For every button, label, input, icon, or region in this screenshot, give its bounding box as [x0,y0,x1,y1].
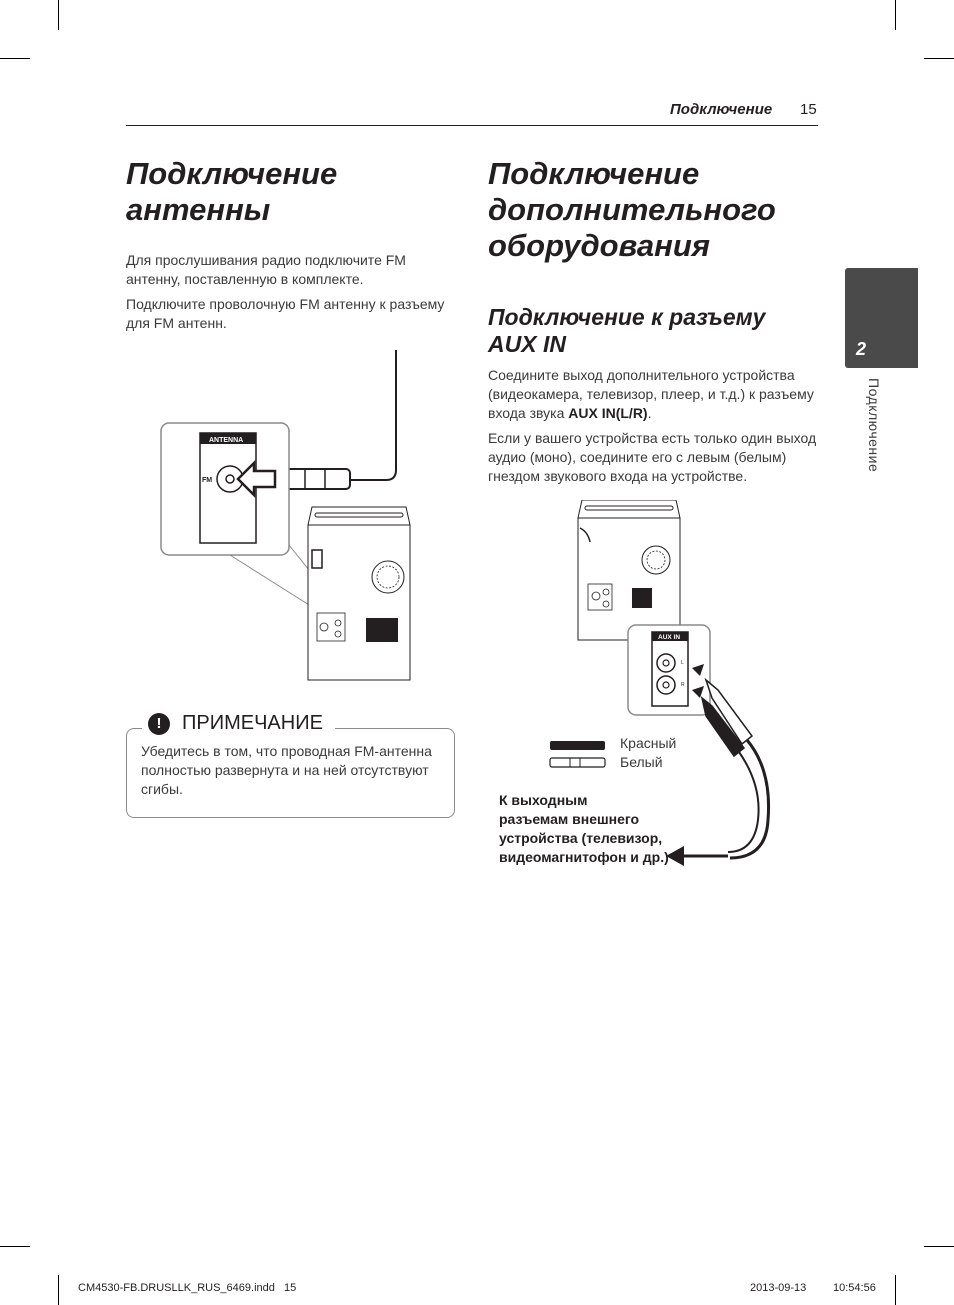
left-paragraph: Подключите проволочную FM антенну к разъему для FM антенн. [126,296,445,331]
antenna-panel-label: ANTENNA [209,437,244,444]
crop-mark [58,0,59,30]
unit-rear-panel [308,525,410,680]
crop-mark [924,1246,954,1247]
antenna-wire [350,350,396,480]
left-title-line: Подключение [126,156,338,191]
note-text: Убедитесь в том, что проводная FM-антенна полностью развернута и на ней отсутствуют сгибы. [141,743,432,797]
unit-rear-panel [578,518,680,640]
note-header [142,712,335,735]
caption-line: устройства (телевизор, [499,830,663,846]
chapter-label: Подключение [866,378,882,473]
left-body [126,251,456,339]
chapter-number: 2 [856,339,867,359]
right-subtitle-line: Подключение к разъему [488,304,766,330]
audio-cable [730,740,769,858]
footer-date: 2013-09-13 [750,1282,807,1294]
left-title [126,156,337,228]
aux-jack-r-label: R [681,682,685,688]
note-title: ПРИМЕЧАНИЕ [182,712,323,734]
crop-mark [58,1275,59,1305]
footer-time: 10:54:56 [833,1282,876,1294]
right-title-line: Подключение [488,156,700,191]
antenna-diagram [150,345,430,685]
right-title-line: дополнительного [488,192,776,227]
aux-jack-l-label: L [681,660,684,666]
right-paragraph: Если у вашего устройства есть только один выход аудио (моно), соедините его с левым (белым) гнездом звукового входа на устройстве. [488,430,817,484]
caption-line: разъемам внешнего [499,811,640,827]
legend-white: Белый [620,754,663,770]
left-title-line: антенны [126,192,271,227]
legend-red: Красный [620,735,677,751]
legend-plug-white [550,758,605,767]
header-rule [126,125,818,126]
right-paragraph: Соедините выход дополнительного устройства (видеокамера, телевизор, плеер, и т.д.) к разъему входа звука AUX IN(L/R). [488,367,814,421]
caption-line: видеомагнитофон и др.) [499,849,669,865]
figure-caption [499,791,669,867]
right-subtitle [488,304,765,358]
caption-line: К выходным [499,792,588,808]
exclamation-icon: ! [148,713,170,735]
crop-mark [0,1246,30,1247]
page-number: 15 [800,101,817,118]
aux-panel-label: AUX IN [658,634,681,641]
footer-file: CM4530-FB.DRUSLLK_RUS_6469.indd 15 [78,1282,297,1294]
right-body [488,366,818,492]
crop-mark [0,58,30,59]
legend-plug-red [550,741,605,750]
left-paragraph: Для прослушивания радио подключите FM антенну, поставленную в комплекте. [126,252,406,287]
right-subtitle-line: AUX IN [488,331,566,357]
fm-label: FM [202,477,213,484]
crop-mark [895,0,896,30]
running-title: Подключение [670,101,773,118]
crop-mark [895,1275,896,1305]
right-title-line: оборудования [488,228,711,263]
crop-mark [924,58,954,59]
right-title [488,156,776,264]
